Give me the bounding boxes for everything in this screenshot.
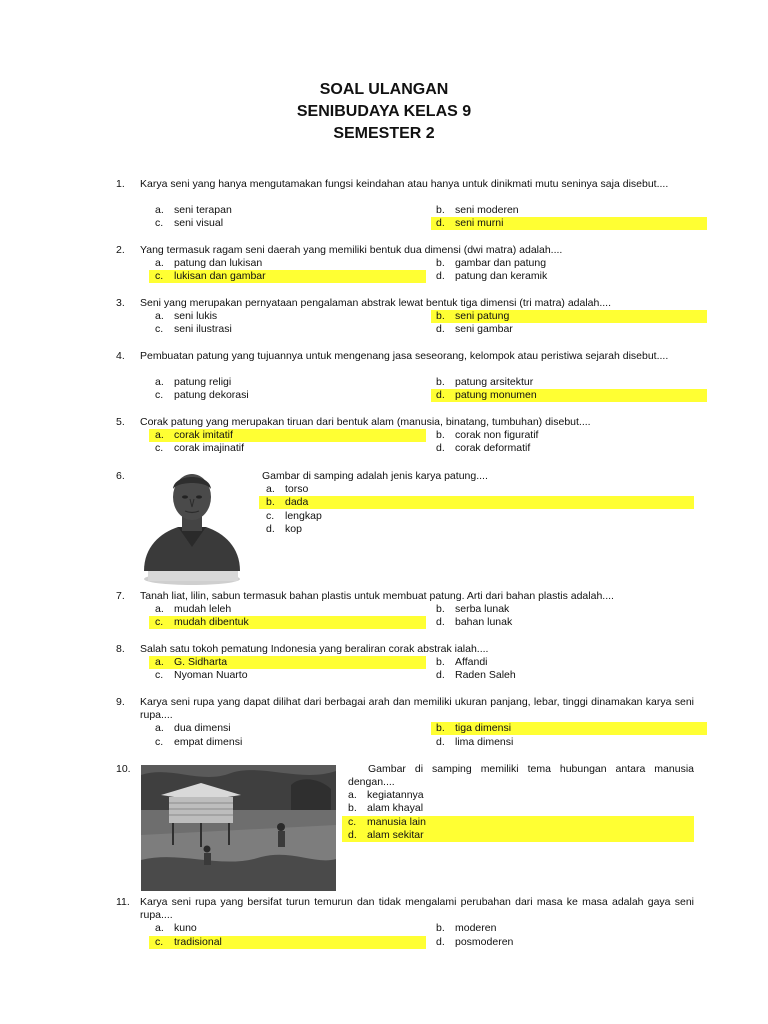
question-number: 11. — [116, 896, 130, 908]
question-10 — [348, 763, 694, 791]
question-number: 5. — [116, 416, 125, 428]
option-11b[interactable]: b. moderen — [436, 922, 497, 934]
question-11 — [116, 896, 696, 924]
option-5c[interactable]: c. corak imajinatif — [155, 442, 245, 454]
question-text: Karya seni rupa yang bersifat turun temurun dan tidak mengalami perubahan dari masa ke masa adalah gaya seni rupa.... — [140, 896, 694, 922]
option-9b-answer[interactable]: b. tiga dimensi — [431, 722, 707, 735]
option-10d-answer[interactable]: d. alam sekitar — [342, 829, 694, 842]
option-8c[interactable]: c. Nyoman Nuarto — [155, 669, 248, 681]
village-scene-photo — [141, 765, 336, 891]
option-9a[interactable]: a. dua dimensi — [155, 722, 231, 734]
question-text: Tanah liat, lilin, sabun termasuk bahan plastis untuk membuat patung. Arti dari bahan plastis adalah.... — [140, 590, 614, 602]
exam-title: SOAL ULANGAN — [319, 81, 449, 98]
option-1b[interactable]: b. seni moderen — [436, 204, 519, 216]
option-7a[interactable]: a. mudah leleh — [155, 603, 232, 615]
question-6-number: 6. — [116, 470, 125, 482]
option-8b[interactable]: b. Affandi — [436, 656, 488, 668]
question-number: 8. — [116, 643, 125, 655]
question-text: Gambar di samping memiliki tema hubungan antara manusia dengan.... — [348, 763, 694, 789]
option-8d[interactable]: d. Raden Saleh — [436, 669, 516, 681]
option-5d[interactable]: d. corak deformatif — [436, 442, 531, 454]
bust-sculpture-image — [138, 467, 246, 585]
exam-semester: SEMESTER 2 — [333, 125, 435, 142]
question-10-number: 10. — [116, 763, 131, 775]
question-text: Salah satu tokoh pematung Indonesia yang beraliran corak abstrak ialah.... — [140, 643, 489, 655]
question-text: Gambar di samping adalah jenis karya patung.... — [262, 470, 488, 482]
option-10b[interactable]: b. alam khayal — [348, 802, 424, 814]
question-number: 1. — [116, 178, 125, 190]
question-text: Karya seni rupa yang dapat dilihat dari berbagai arah dan memiliki ukuran panjang, lebar, tinggi dinamakan karya seni rupa.... — [140, 696, 694, 722]
question-8 — [116, 643, 696, 657]
option-5a-answer[interactable]: a. corak imitatif — [149, 429, 426, 442]
option-7c-answer[interactable]: c. mudah dibentuk — [149, 616, 426, 629]
question-text: Yang termasuk ragam seni daerah yang memiliki bentuk dua dimensi (dwi matra) adalah.... — [140, 244, 563, 256]
option-4d-answer[interactable]: d. patung monumen — [431, 389, 707, 402]
question-2 — [116, 244, 696, 258]
question-text: Seni yang merupakan pernyataan pengalaman abstrak lewat bentuk tiga dimensi (tri matra) adalah.... — [140, 297, 612, 309]
option-7d[interactable]: d. bahan lunak — [436, 616, 513, 628]
question-number: 9. — [116, 696, 125, 708]
option-6d[interactable]: d. kop — [266, 523, 302, 535]
option-3a[interactable]: a. seni lukis — [155, 310, 218, 322]
question-number: 4. — [116, 350, 125, 362]
question-9 — [116, 696, 696, 724]
question-number: 2. — [116, 244, 125, 256]
question-number: 3. — [116, 297, 125, 309]
option-10c-answer[interactable]: c. manusia lain — [342, 816, 694, 829]
option-11a[interactable]: a. kuno — [155, 922, 197, 934]
option-11d[interactable]: d. posmoderen — [436, 936, 514, 948]
option-6a[interactable]: a. torso — [266, 483, 309, 495]
option-11c-answer[interactable]: c. tradisional — [149, 936, 426, 949]
option-4a[interactable]: a. patung religi — [155, 376, 232, 388]
option-1a[interactable]: a. seni terapan — [155, 204, 232, 216]
option-6c[interactable]: c. lengkap — [266, 510, 322, 522]
question-6 — [262, 470, 702, 484]
option-4c[interactable]: c. patung dekorasi — [155, 389, 249, 401]
option-2d[interactable]: d. patung dan keramik — [436, 270, 548, 282]
question-text: Pembuatan patung yang tujuannya untuk mengenang jasa seseorang, kelompok atau peristiwa sejarah disebut.... — [140, 350, 669, 362]
option-2b[interactable]: b. gambar dan patung — [436, 257, 547, 269]
option-3d[interactable]: d. seni gambar — [436, 323, 513, 335]
option-2c-answer[interactable]: c. lukisan dan gambar — [149, 270, 426, 283]
question-text: Karya seni yang hanya mengutamakan fungsi keindahan atau hanya untuk dinikmati mutu seninya saja disebut.... — [140, 178, 669, 190]
option-5b[interactable]: b. corak non figuratif — [436, 429, 539, 441]
question-5 — [116, 416, 696, 430]
question-1 — [116, 178, 696, 206]
option-7b[interactable]: b. serba lunak — [436, 603, 510, 615]
question-text: Corak patung yang merupakan tiruan dari bentuk alam (manusia, binatang, tumbuhan) disebut.... — [140, 416, 591, 428]
option-8a-answer[interactable]: a. G. Sidharta — [149, 656, 426, 669]
option-9c[interactable]: c. empat dimensi — [155, 736, 243, 748]
option-2a[interactable]: a. patung dan lukisan — [155, 257, 263, 269]
option-3c[interactable]: c. seni ilustrasi — [155, 323, 232, 335]
option-1d-answer[interactable]: d. seni murni — [431, 217, 707, 230]
option-9d[interactable]: d. lima dimensi — [436, 736, 514, 748]
option-3b-answer[interactable]: b. seni patung — [431, 310, 707, 323]
exam-subject: SENIBUDAYA KELAS 9 — [296, 103, 472, 120]
option-4b[interactable]: b. patung arsitektur — [436, 376, 534, 388]
question-7 — [116, 590, 696, 604]
question-4 — [116, 350, 696, 378]
option-10a[interactable]: a. kegiatannya — [348, 789, 424, 801]
question-number: 7. — [116, 590, 125, 602]
question-3 — [116, 297, 696, 311]
option-6b-answer[interactable]: b. dada — [259, 496, 694, 509]
option-1c[interactable]: c. seni visual — [155, 217, 224, 229]
